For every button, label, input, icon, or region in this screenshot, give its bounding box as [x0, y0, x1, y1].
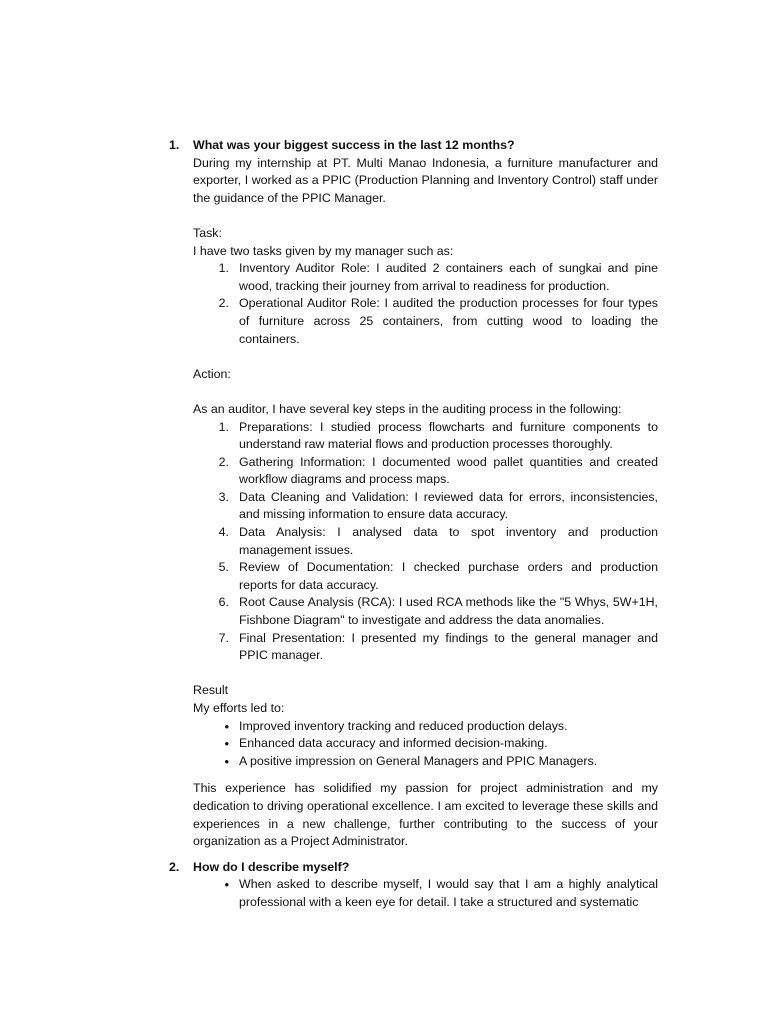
item-text: Inventory Auditor Role: I audited 2 containers each of sungkai and pine wood, tracking their journey from arrival to readiness for production. [239, 261, 658, 293]
conclusion-paragraph: This experience has solidified my passion for project administration and my dedication to driving operational excellence. I am excited to leverage these skills and experiences in a new challenge, further contributing to the success of your organization as a Project Administrator. [193, 781, 658, 849]
item-text: Preparations: I studied process flowcharts and furniture components to understand raw material flows and production processes thoroughly. [239, 419, 658, 452]
task-heading: Task: [193, 225, 222, 240]
list-item [193, 454, 658, 489]
item-text: Root Cause Analysis (RCA): I used RCA methods like the "5 Whys, 5W+1H, Fishbone Diagram" to investigate and address the data anomalies. [239, 595, 658, 628]
bullet-icon: • [224, 877, 229, 893]
list-item [193, 260, 658, 295]
item-number: 1. [218, 261, 229, 276]
item-number: 4. [218, 525, 229, 540]
list-item [193, 419, 658, 454]
item-number: 2. [218, 296, 229, 311]
task-list [193, 260, 658, 348]
question-number: 2. [169, 859, 180, 874]
question-title: How do I describe myself? [193, 859, 350, 874]
item-text: Operational Auditor Role: I audited the production processes for four types of furniture across 25 containers, from cutting wood to loading the containers. [239, 296, 658, 346]
item-number: 5. [218, 560, 229, 575]
bullet-icon: • [224, 753, 229, 769]
list-item [193, 489, 658, 524]
bullet-icon: • [224, 718, 229, 734]
item-text: Data Cleaning and Validation: I reviewed data for errors, inconsistencies, and missing information to ensure data accuracy. [239, 489, 658, 522]
list-item [193, 295, 658, 348]
action-heading: Action: [193, 366, 231, 381]
document [169, 137, 658, 912]
list-item [193, 524, 658, 559]
item-text: When asked to describe myself, I would say that I am a highly analytical professional with a keen eye for detail. I take a structured and systematic [239, 877, 658, 909]
list-item [193, 735, 658, 753]
list-item [193, 630, 658, 665]
item-number: 3. [218, 489, 229, 504]
list-item [193, 559, 658, 594]
item-number: 1. [218, 419, 229, 434]
item-text: Data Analysis: I analysed data to spot inventory and production management issues. [239, 525, 658, 557]
item-text: Final Presentation: I presented my findings to the general manager and PPIC manager. [239, 630, 658, 663]
list-item [193, 594, 658, 629]
item-text: Enhanced data accuracy and informed decision-making. [239, 736, 548, 751]
result-list [193, 718, 658, 771]
list-item [193, 718, 658, 736]
result-heading: Result [193, 683, 229, 698]
question-1-heading [169, 137, 658, 155]
item-text: A positive impression on General Managers and PPIC Managers. [239, 753, 598, 768]
item-text: Review of Documentation: I checked purchase orders and production reports for data accuracy. [239, 560, 658, 592]
item-number: 6. [218, 595, 229, 610]
question-1-body [193, 155, 658, 851]
action-intro: As an auditor, I have several key steps in the auditing process in the following: [193, 401, 622, 416]
bullet-icon: • [224, 736, 229, 752]
question-2-heading [169, 859, 658, 877]
describe-list [193, 876, 658, 911]
item-number: 7. [218, 630, 229, 645]
result-intro: My efforts led to: [193, 701, 285, 715]
item-number: 2. [218, 454, 229, 469]
task-intro: I have two tasks given by my manager such as: [193, 243, 454, 258]
item-text: Gathering Information: I documented wood pallet quantities and created workflow diagrams and process maps. [239, 454, 658, 487]
question-number: 1. [169, 138, 180, 152]
item-text: Improved inventory tracking and reduced production delays. [239, 718, 568, 733]
intro-paragraph: During my internship at PT. Multi Manao Indonesia, a furniture manufacturer and exporter, I worked as a PPIC (Production Planning and Inventory Control) staff under the guidance of the PPIC Manager. [193, 155, 658, 205]
action-list [193, 419, 658, 665]
question-title: What was your biggest success in the last 12 months? [193, 138, 515, 152]
list-item [193, 876, 658, 911]
list-item [193, 753, 658, 771]
question-2-body [193, 876, 658, 911]
